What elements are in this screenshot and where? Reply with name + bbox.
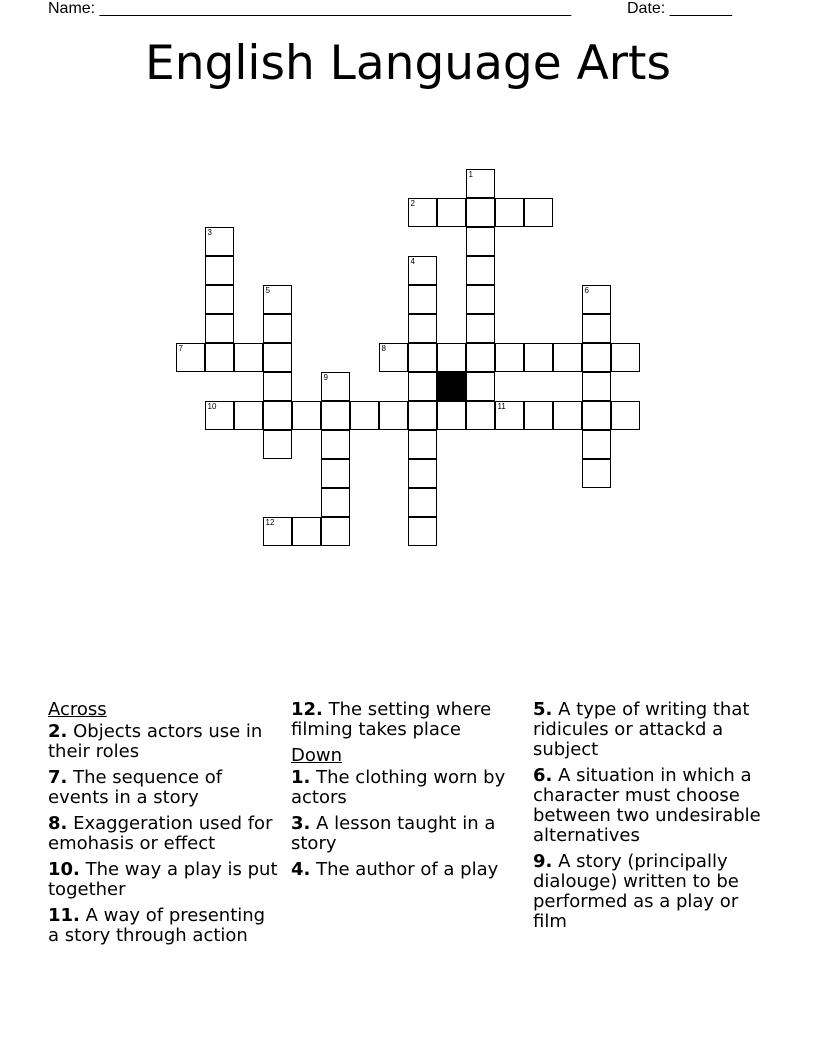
grid-cell[interactable] xyxy=(263,343,292,372)
grid-cell[interactable] xyxy=(408,430,437,459)
grid-cell[interactable] xyxy=(321,430,350,459)
grid-cell[interactable] xyxy=(408,314,437,343)
grid-cell[interactable] xyxy=(350,401,379,430)
grid-cell[interactable] xyxy=(408,198,437,227)
grid-cell[interactable] xyxy=(379,401,408,430)
grid-cell[interactable] xyxy=(408,372,437,401)
cell-number: 9 xyxy=(323,372,328,382)
cell-number: 4 xyxy=(410,256,415,266)
clue-across-11: 11. A way of presenting a story through action xyxy=(48,905,266,946)
grid-cell[interactable] xyxy=(205,314,234,343)
grid-cell[interactable] xyxy=(466,343,495,372)
grid-cell[interactable] xyxy=(205,227,234,256)
cell-number: 3 xyxy=(207,227,212,237)
grid-cell[interactable] xyxy=(582,314,611,343)
grid-cell[interactable] xyxy=(437,401,466,430)
clue-down-5: 5. A type of writing that ridicules or attackd a subject xyxy=(533,699,750,760)
grid-cell[interactable] xyxy=(263,401,292,430)
clue-down-6: 6. A situation in which a character must choose between two undesirable alternatives xyxy=(533,765,761,846)
grid-cell[interactable] xyxy=(553,401,582,430)
clue-across-12: 12. The setting where filming takes place xyxy=(291,699,492,740)
grid-cell[interactable] xyxy=(582,343,611,372)
grid-cell[interactable] xyxy=(437,198,466,227)
across-heading: Across xyxy=(48,699,107,720)
grid-cell[interactable] xyxy=(582,430,611,459)
clue-across-8: 8. Exaggeration used for emohasis or effect xyxy=(48,813,273,854)
clue-down-9: 9. A story (principally dialouge) written to be performed as a play or film xyxy=(533,851,739,932)
header-line xyxy=(48,0,768,20)
cell-number: 8 xyxy=(381,343,386,353)
grid-cell[interactable] xyxy=(408,517,437,546)
cell-number: 7 xyxy=(178,343,183,353)
grid-cell[interactable] xyxy=(263,517,292,546)
grid-cell[interactable] xyxy=(321,401,350,430)
grid-cell[interactable] xyxy=(205,343,234,372)
grid-cell[interactable] xyxy=(524,401,553,430)
down-heading: Down xyxy=(291,745,343,766)
grid-cell[interactable] xyxy=(466,227,495,256)
grid-cell[interactable] xyxy=(321,488,350,517)
date-field[interactable]: Date: _______ xyxy=(627,0,732,17)
grid-cell[interactable] xyxy=(408,459,437,488)
grid-cell[interactable] xyxy=(495,198,524,227)
grid-cell[interactable] xyxy=(466,401,495,430)
grid-cell[interactable] xyxy=(553,343,582,372)
grid-cell[interactable] xyxy=(263,314,292,343)
cell-number: 11 xyxy=(497,401,506,411)
grid-cell[interactable] xyxy=(437,343,466,372)
grid-cell[interactable] xyxy=(611,401,640,430)
cell-number: 6 xyxy=(584,285,589,295)
clue-down-4: 4. The author of a play xyxy=(291,859,499,880)
grid-cell[interactable] xyxy=(234,401,263,430)
grid-cell[interactable] xyxy=(466,256,495,285)
cell-number: 10 xyxy=(207,401,217,411)
clue-down-1: 1. The clothing worn by actors xyxy=(291,767,506,808)
grid-cell[interactable] xyxy=(379,343,408,372)
clue-column-3 xyxy=(533,700,763,938)
grid-cell[interactable] xyxy=(292,401,321,430)
cell-number: 12 xyxy=(265,517,275,527)
page-title: English Language Arts xyxy=(145,36,671,91)
grid-cell[interactable] xyxy=(234,343,263,372)
clue-across-2: 2. Objects actors use in their roles xyxy=(48,721,263,762)
grid-cell[interactable] xyxy=(582,285,611,314)
black-square xyxy=(437,372,466,401)
grid-cell[interactable] xyxy=(408,343,437,372)
grid-cell[interactable] xyxy=(205,401,234,430)
clue-column-2 xyxy=(291,700,511,886)
grid-cell[interactable] xyxy=(524,343,553,372)
clue-across-10: 10. The way a play is put together xyxy=(48,859,278,900)
grid-cell[interactable] xyxy=(321,372,350,401)
grid-cell[interactable] xyxy=(466,285,495,314)
grid-cell[interactable] xyxy=(205,285,234,314)
grid-cell[interactable] xyxy=(582,372,611,401)
grid-cell[interactable] xyxy=(292,517,321,546)
cell-number: 2 xyxy=(410,198,415,208)
grid-cell[interactable] xyxy=(495,343,524,372)
grid-cell[interactable] xyxy=(321,459,350,488)
grid-cell[interactable] xyxy=(466,169,495,198)
grid-cell[interactable] xyxy=(263,285,292,314)
grid-cell[interactable] xyxy=(582,401,611,430)
grid-cell[interactable] xyxy=(408,488,437,517)
cell-number: 1 xyxy=(468,169,473,179)
grid-cell[interactable] xyxy=(263,372,292,401)
clue-column-1 xyxy=(48,700,278,952)
grid-cell[interactable] xyxy=(466,372,495,401)
grid-cell[interactable] xyxy=(466,198,495,227)
clue-down-3: 3. A lesson taught in a story xyxy=(291,813,496,854)
grid-cell[interactable] xyxy=(408,285,437,314)
grid-cell[interactable] xyxy=(582,459,611,488)
grid-cell[interactable] xyxy=(524,198,553,227)
cell-number: 5 xyxy=(265,285,270,295)
name-field[interactable]: Name: _____________________________________________________ xyxy=(48,0,572,17)
grid-cell[interactable] xyxy=(205,256,234,285)
grid-cell[interactable] xyxy=(466,314,495,343)
grid-cell[interactable] xyxy=(321,517,350,546)
clue-across-7: 7. The sequence of events in a story xyxy=(48,767,223,808)
grid-cell[interactable] xyxy=(611,343,640,372)
grid-cell[interactable] xyxy=(408,256,437,285)
grid-cell[interactable] xyxy=(263,430,292,459)
grid-cell[interactable] xyxy=(495,401,524,430)
grid-cell[interactable] xyxy=(408,401,437,430)
grid-cell[interactable] xyxy=(176,343,205,372)
